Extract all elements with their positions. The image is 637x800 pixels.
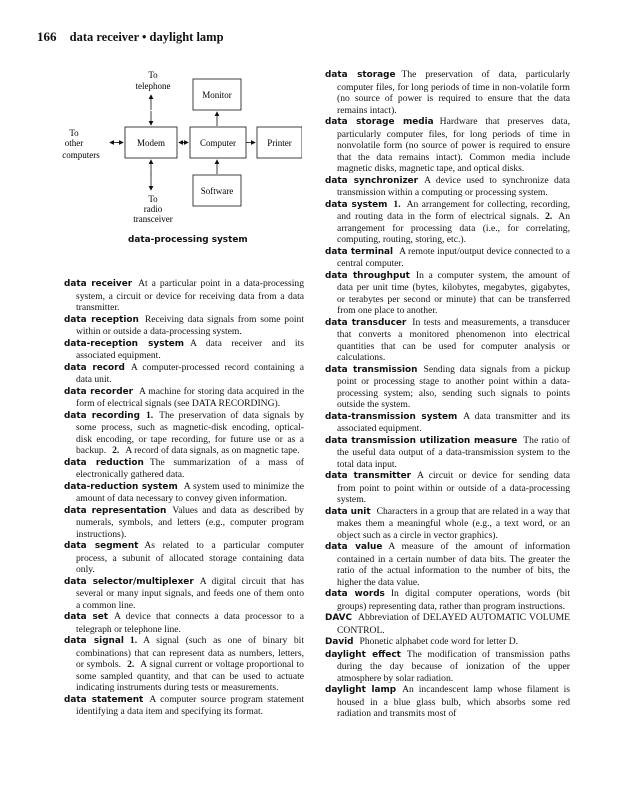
entry-definition: In a computer system, the amount of data per unit time (bytes, kilobytes, megabytes, gigabytes, or terabytes per second or minute) that can be transferred from one place to another. [337, 269, 570, 316]
dictionary-entry [64, 457, 304, 481]
dictionary-entry [325, 612, 570, 636]
running-header [37, 29, 224, 45]
dictionary-entry [325, 435, 570, 471]
dictionary-entry [325, 684, 570, 720]
entry-definition: A system used to minimize the amount of data necessary to convey given information. [76, 480, 304, 504]
entry-term: data representation [64, 505, 167, 516]
other-computers-label-1: To [69, 128, 79, 138]
entry-term: data unit [325, 506, 371, 517]
sense-number: 1. [393, 198, 401, 210]
sense-number: 2. [545, 211, 553, 222]
entry-definition: The preservation of data, particularly computer files, for long periods of time in non-volatile form (no source of power is required to ensure that the data remains intact). [337, 69, 570, 116]
printer-label: Printer [267, 138, 292, 148]
telephone-label-1: To [148, 70, 158, 80]
entry-term: data segment [64, 541, 139, 551]
entry-term: data terminal [325, 246, 394, 257]
header-title: data receiver • daylight lamp [69, 30, 224, 44]
dictionary-entry [64, 505, 304, 541]
entry-definition: The preservation of data signals by some process, such as magnetic-disk encoding, optical-disk encoding, or tape recording, for future use or as a backup. [76, 409, 304, 456]
entry-definition: A computer-processed record containing a data unit. [76, 361, 304, 385]
entry-definition: A digital circuit that has several or many input signals, and feeds one of them onto a common line. [76, 575, 304, 611]
dictionary-entry [325, 364, 570, 411]
entry-term: data transmission utilization measure [325, 435, 518, 446]
dictionary-entry [64, 635, 304, 694]
entry-definition: A measure of the amount of information contained in a certain number of data bits. The greater the ratio of the actual information to the number of bits, the higher the data value. [337, 541, 570, 588]
entry-definition: An incandescent lamp whose filament is housed in a blue glass bulb, which absorbs some red radiation and transmits most of [337, 684, 570, 719]
dictionary-entry [64, 576, 304, 612]
entry-term: data transmission [325, 364, 418, 375]
entry-term: data system [325, 199, 388, 210]
entry-term: data-reception system [64, 338, 184, 349]
dictionary-entry [325, 636, 570, 649]
dictionary-entry [325, 649, 570, 685]
right-column [325, 69, 570, 720]
dictionary-entry [325, 199, 570, 246]
entry-definition: As related to a particular computer process, a subunit of allocated storage containing data only. [76, 540, 304, 575]
entry-definition: The summarization of a mass of electronically gathered data. [76, 456, 304, 480]
page-number: 166 [37, 29, 57, 44]
dictionary-entry [64, 410, 304, 457]
entry-term: data synchronizer [325, 175, 419, 186]
dictionary-entry [64, 362, 304, 386]
dictionary-entry [64, 611, 304, 635]
entry-term: data-reduction system [64, 481, 178, 492]
entry-definition: A device used to synchronize data transmission within a computing or processing system. [337, 174, 570, 198]
dictionary-entry [325, 116, 570, 175]
monitor-label: Monitor [202, 90, 232, 100]
entry-definition: A data transmitter and its associated equipment. [337, 410, 570, 434]
dictionary-entry [325, 317, 570, 364]
dictionary-entry [325, 69, 570, 116]
telephone-label-2: telephone [135, 81, 171, 91]
sense-number: 1. [129, 635, 138, 646]
data-processing-diagram [62, 68, 302, 250]
entry-definition: A machine for storing data acquired in the form of electrical signals (see DATA RECORDING). [76, 385, 304, 409]
entry-term: data recording [64, 410, 140, 421]
entry-term: data transmitter [325, 471, 411, 481]
other-computers-label-2: other [64, 138, 84, 148]
dictionary-entry [325, 541, 570, 588]
entry-term: data value [325, 542, 383, 552]
sense-number: 2. [112, 445, 120, 456]
dictionary-entry [64, 278, 304, 314]
entry-term: data reduction [64, 457, 144, 468]
entry-term: data set [64, 612, 109, 622]
entry-definition: Sending data signals from a pickup point or processing stage to another point within a data-processing system; also, sending such signals to points outside the system. [337, 363, 571, 410]
entry-definition: Abbreviation of DELAYED AUTOMATIC VOLUME CONTROL. [337, 612, 570, 636]
dictionary-entry [64, 386, 304, 410]
entry-definition: Hardware that preserves data, particularly computer files, for long periods of time in nonvolatile form (no source of power is required to ensure that the data remains intact). Common media include magnetic disks, magnetic tape, and optical disks. [337, 116, 570, 174]
dictionary-entry [325, 175, 570, 199]
entry-term: data signal [64, 636, 124, 646]
entry-term: data recorder [64, 386, 134, 397]
radio-label-1: To [148, 194, 158, 204]
entry-definition: In tests and measurements, a transducer that converts a monitored phenomenon into electrical quantities that can be used for computer analysis or calculations. [337, 316, 571, 363]
entry-definition: The ratio of the useful data output of a data-transmission system to the total data input. [337, 434, 570, 470]
dictionary-entry [325, 506, 570, 542]
entry-definition: A remote input/output device connected to a central computer. [337, 245, 570, 269]
entry-definition: Values and data as described by numerals, symbols, and letters (e.g., computer program instructions). [76, 504, 304, 540]
sense-number: 1. [145, 409, 154, 421]
left-column [64, 278, 304, 718]
entry-term: data record [64, 362, 125, 373]
entry-definition: Phonetic alphabet code word for letter D. [359, 636, 519, 647]
entry-term: data-transmission system [325, 411, 458, 422]
entry-term: data statement [64, 694, 144, 705]
radio-label-3: transceiver [133, 214, 173, 224]
entry-term: daylight lamp [325, 685, 397, 695]
entry-definition: At a particular point in a data-processing system, a circuit or device for receiving data from a data transmitter. [76, 278, 304, 313]
entry-term: data storage [325, 70, 396, 80]
entry-term: data selector/multiplexer [64, 576, 194, 587]
dictionary-entry [64, 540, 304, 576]
entry-definition: A device that connects a data processor to a telegraph or telephone line. [76, 611, 304, 635]
entry-definition: The modification of transmission paths during the day because of ionization of the upper atmosphere by solar radiation. [337, 648, 570, 684]
computer-label: Computer [200, 138, 236, 148]
entry-definition: Receiving data signals from some point within or outside a data-processing system. [76, 313, 304, 337]
dictionary-entry [325, 270, 570, 317]
entry-term: data storage media [325, 117, 434, 127]
dictionary-entry [64, 481, 304, 505]
dictionary-entry [325, 470, 570, 506]
sense-number: 2. [127, 659, 135, 670]
other-computers-label-3: computers [62, 150, 100, 160]
dictionary-entry [325, 411, 570, 435]
dictionary-entry [64, 694, 304, 718]
entry-definition: A data receiver and its associated equipment. [76, 337, 304, 361]
dictionary-entry [325, 588, 570, 612]
entry-term: DAVC [325, 613, 353, 623]
entry-definition: A computer source program statement identifying a data item and specifying its format. [76, 693, 304, 717]
entry-term: data reception [64, 314, 139, 325]
entry-term: data words [325, 589, 385, 599]
modem-label: Modem [137, 138, 165, 148]
entry-term: David [325, 637, 354, 647]
diagram-caption: data-processing system [128, 235, 248, 245]
entry-definition: An arrangement for processing data (i.e., for correlating, computing, routing, storing, etc.). [337, 211, 570, 245]
entry-definition: An arrangement for collecting, recording, and routing data in the form of electrical signals. [337, 198, 570, 222]
entry-term: data throughput [325, 270, 410, 281]
software-label: Software [200, 186, 234, 196]
entry-definition: A circuit or device for sending data from point to point within or outside of a data-processing system. [337, 470, 570, 505]
dictionary-entry [64, 338, 304, 362]
entry-definition: Characters in a group that are related in a way that makes them a meaningful whole (e.g., a text word, or an object such as a circle in vector graphics). [337, 505, 570, 541]
entry-term: daylight effect [325, 649, 401, 660]
entry-definition: A signal current or voltage proportional to some sampled quantity, and that can be used to actuate indicating instruments during tests or measurements. [76, 659, 304, 693]
entry-term: data transducer [325, 317, 407, 328]
entry-definition: A signal (such as one of binary bit combinations) that can represent data as numbers, letters, or symbols. [76, 635, 304, 670]
dictionary-entry [325, 246, 570, 270]
entry-definition: In digital computer operations, words (bit groups) representing data, rather than program instructions. [337, 588, 570, 612]
entry-term: data receiver [64, 279, 133, 289]
dictionary-entry [64, 314, 304, 338]
entry-definition: A record of data signals, as on magnetic tape. [125, 445, 300, 456]
radio-label-2: radio [143, 204, 163, 214]
